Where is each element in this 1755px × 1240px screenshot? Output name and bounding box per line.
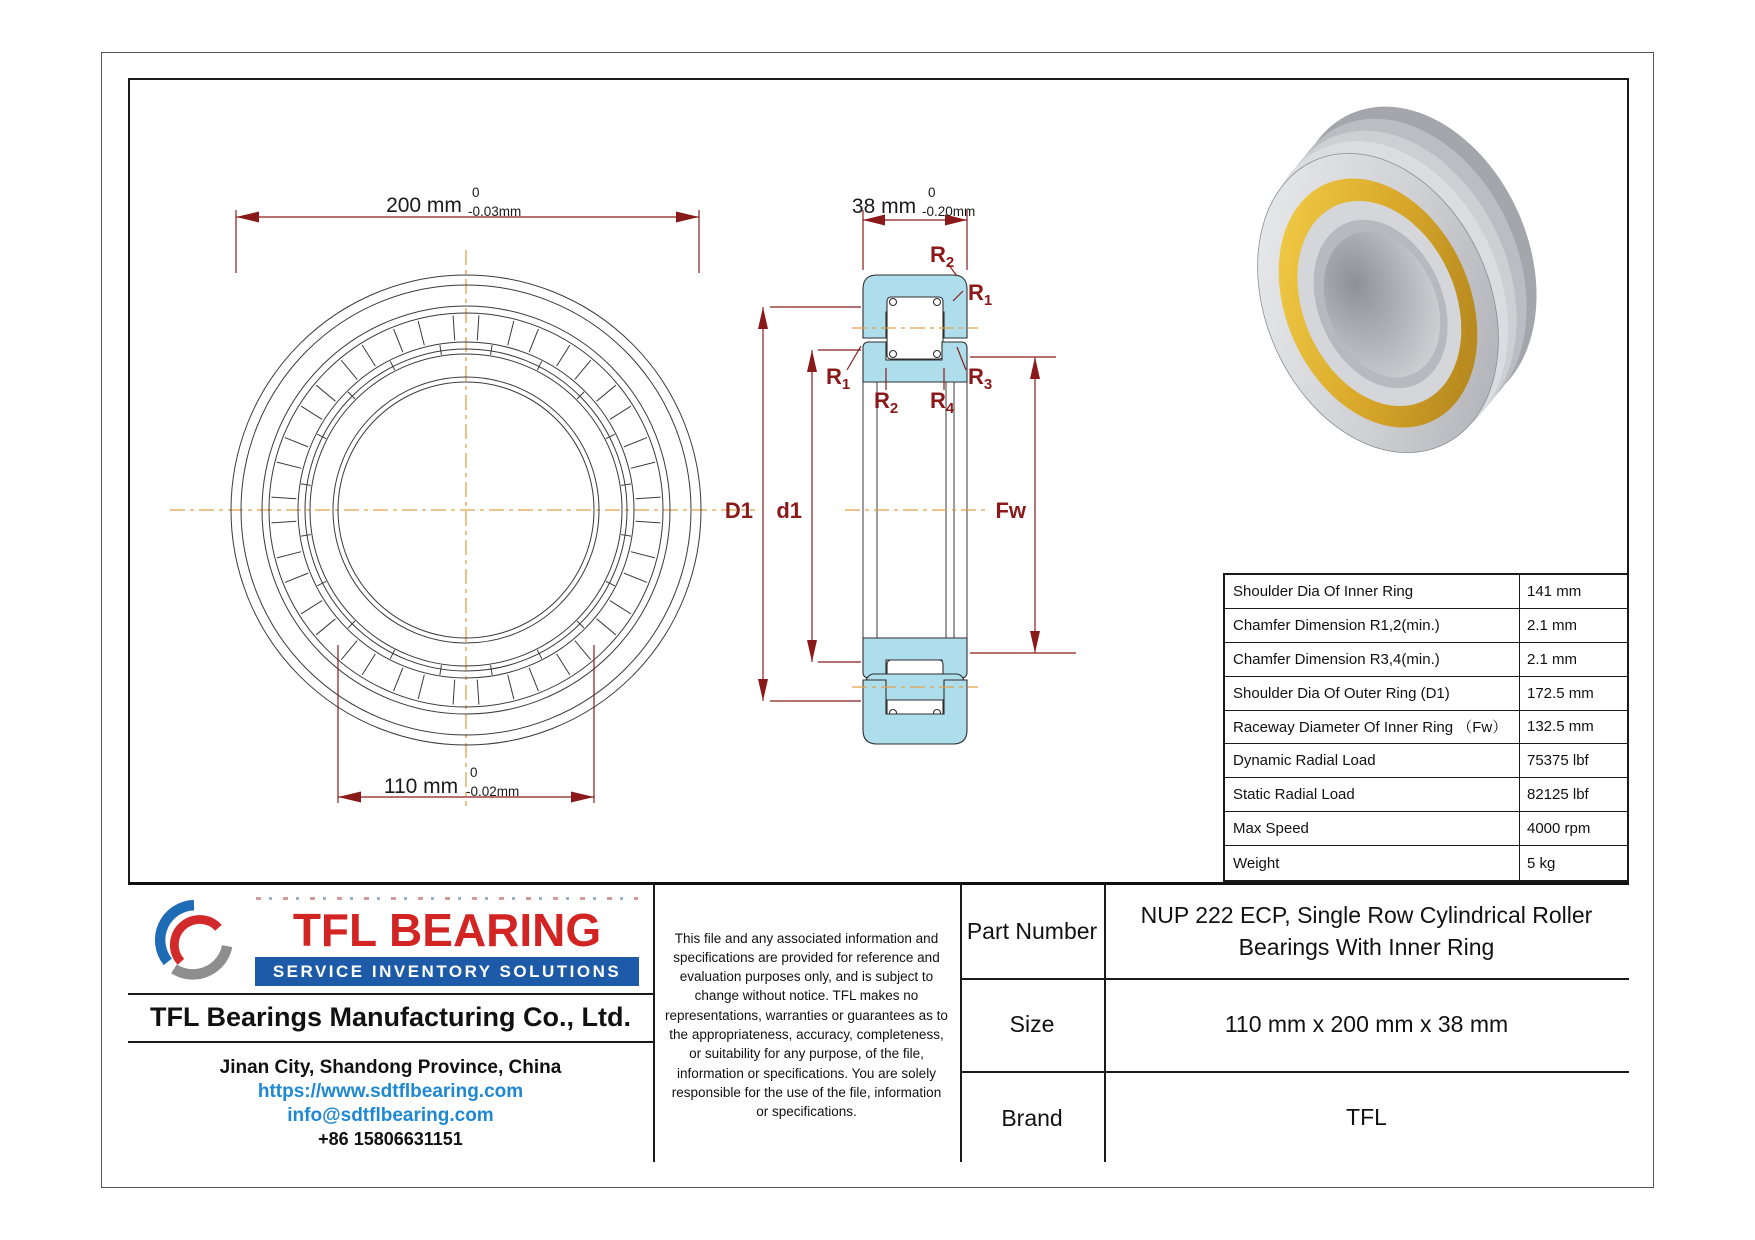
- spec-label: Chamfer Dimension R1,2(min.): [1225, 609, 1520, 642]
- spec-label: Shoulder Dia Of Outer Ring (D1): [1225, 677, 1520, 710]
- spec-value: 4000 rpm: [1527, 820, 1591, 838]
- dim-outer-tol-upper: 0: [472, 185, 480, 200]
- label-Fw: Fw: [995, 498, 1026, 523]
- specification-table: [1223, 573, 1629, 882]
- chamfer-label-R4-bottom: $R_4$: [930, 388, 955, 417]
- field-label-size: Size: [1009, 1011, 1055, 1037]
- dim-bore-diameter: 110 mm: [383, 775, 459, 798]
- table-row: [1225, 677, 1627, 711]
- logo-tagline-banner: SERVICE INVENTORY SOLUTIONS: [255, 957, 639, 986]
- table-row: [1225, 643, 1627, 677]
- dim-width-tol-lower: -0.20mm: [922, 204, 976, 219]
- chamfer-label-R3-right: $R_3$: [968, 364, 993, 393]
- disclaimer-cell: [653, 885, 960, 1165]
- spec-label: Weight: [1225, 846, 1520, 880]
- spec-label: Static Radial Load: [1225, 778, 1520, 811]
- spec-label: Max Speed: [1225, 812, 1520, 845]
- table-row: [1225, 744, 1627, 778]
- field-label-brand: Brand: [1001, 1104, 1063, 1131]
- dim-width: 38 mm: [851, 195, 917, 218]
- table-row: [1225, 846, 1627, 880]
- table-row: [1225, 812, 1627, 846]
- dim-bore-tol-upper: 0: [470, 765, 478, 780]
- field-value-size: 110 mm x 200 mm x 38 mm: [1224, 1010, 1509, 1037]
- chamfer-label-R1-left: $R_1$: [826, 364, 851, 393]
- company-logo-cell: [128, 885, 653, 993]
- logo-title: TFL BEARING: [292, 904, 602, 956]
- bearing-3d-render: [1201, 78, 1592, 491]
- dim-outer-diameter: 200 mm: [386, 194, 462, 217]
- table-row: [1225, 711, 1627, 745]
- spec-label: Dynamic Radial Load: [1225, 744, 1520, 777]
- company-name: TFL Bearings Manufacturing Co., Ltd.: [149, 1001, 631, 1032]
- dim-width-tol-upper: 0: [928, 185, 936, 200]
- spec-value: 141 mm: [1527, 582, 1582, 600]
- spec-label: Raceway Diameter Of Inner Ring （Fw）: [1225, 711, 1520, 744]
- chamfer-label-R1-right: $R_1$: [968, 280, 993, 309]
- spec-label: Chamfer Dimension R3,4(min.): [1225, 643, 1520, 676]
- spec-value: 172.5 mm: [1527, 684, 1594, 702]
- spec-value: 2.1 mm: [1527, 650, 1578, 668]
- table-row: [1225, 609, 1627, 643]
- spec-value: 75375 lbf: [1527, 752, 1589, 770]
- company-email-link[interactable]: info@sdtflbearing.com: [287, 1104, 494, 1126]
- logo-decorative-marks: [256, 897, 638, 900]
- tfl-logo-icon: [146, 892, 242, 988]
- company-contact: [128, 1041, 653, 1165]
- table-row: [1225, 778, 1627, 812]
- spec-value: 132.5 mm: [1527, 718, 1594, 736]
- spec-value: 5 kg: [1527, 854, 1556, 872]
- field-label-part-number: Part Number: [966, 918, 1098, 944]
- chamfer-label-R2-bottom: $R_2$: [874, 388, 899, 417]
- table-row: [1225, 575, 1627, 609]
- title-block: [128, 882, 1629, 1162]
- company-phone: +86 15806631151: [318, 1128, 463, 1149]
- disclaimer-text: This file and any associated information and specifications are provided for reference and evaluation purposes only, and is subject to change without notice. TFL makes no representations, warranties or guarantees as to the appropriateness, accuracy, completeness, or suitability for any purpose, of the file, information or specifications. You are solely responsible for the use of the file, information or specifications.: [665, 930, 948, 1120]
- label-D1: D1: [724, 498, 753, 523]
- section-view: [845, 275, 993, 744]
- spec-label: Shoulder Dia Of Inner Ring: [1225, 575, 1520, 608]
- company-website-link[interactable]: https://www.sdtflbearing.com: [257, 1080, 524, 1102]
- field-value-brand: TFL: [1346, 1104, 1387, 1131]
- company-address: Jinan City, Shandong Province, China: [219, 1056, 562, 1078]
- chamfer-label-R2-top: $R_2$: [930, 242, 955, 271]
- label-d1: d1: [776, 498, 802, 523]
- spec-value: 2.1 mm: [1527, 616, 1578, 634]
- dim-outer-tol-lower: -0.03mm: [468, 204, 522, 219]
- front-view: [170, 250, 755, 806]
- field-value-part-number: NUP 222 ECP, Single Row Cylindrical Roller Bearings With Inner Ring: [1140, 902, 1593, 960]
- spec-value: 82125 lbf: [1527, 786, 1589, 804]
- dim-bore-tol-lower: -0.02mm: [466, 784, 520, 799]
